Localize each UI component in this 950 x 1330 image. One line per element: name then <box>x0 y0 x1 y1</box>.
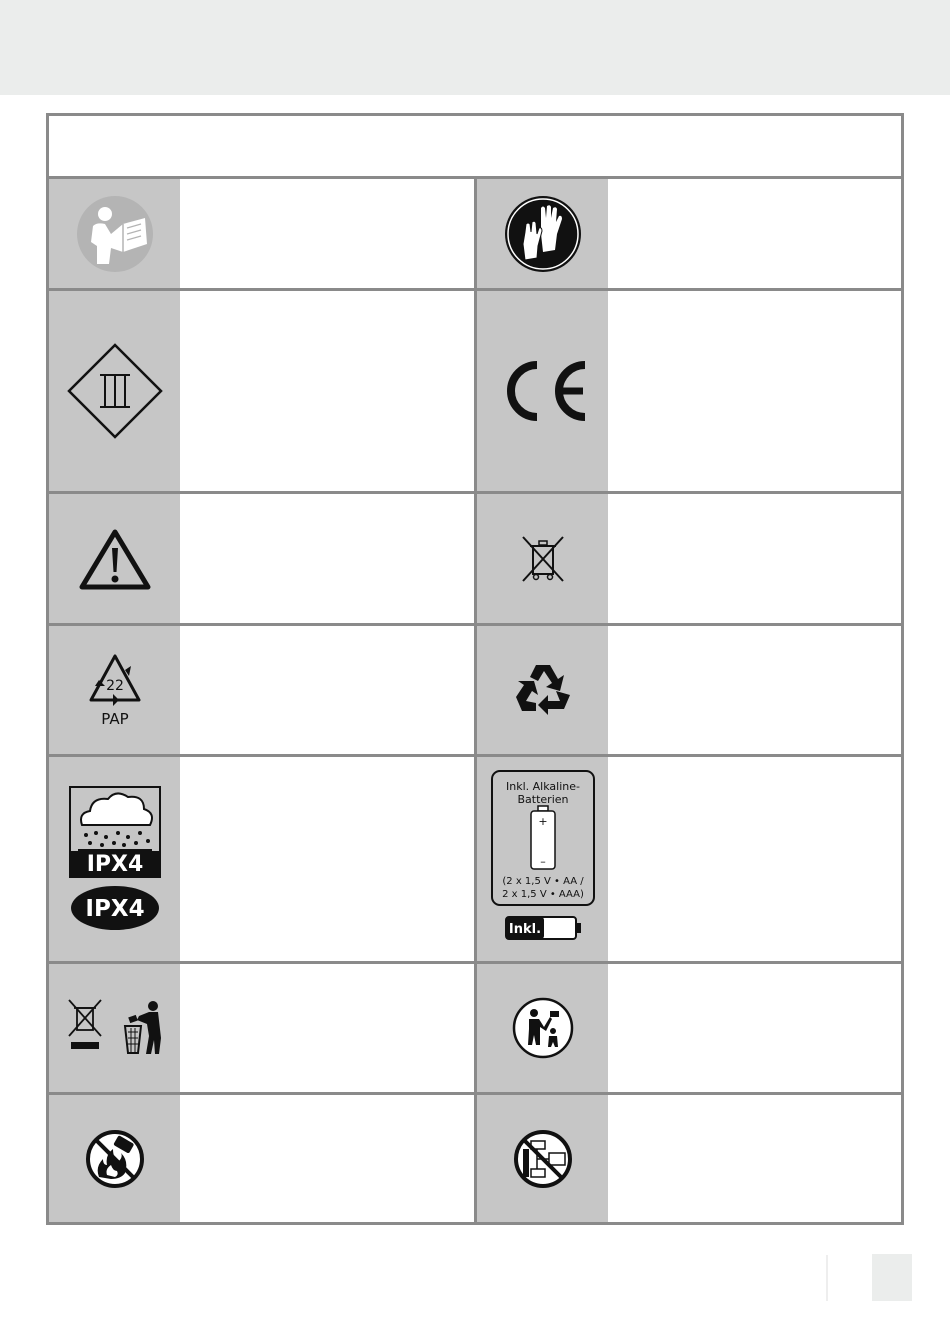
footer-separator <box>826 1255 828 1301</box>
recycling-code-label: PAP <box>100 710 129 728</box>
bin-and-tidyman-icon <box>65 998 165 1058</box>
symbol-cell <box>49 757 180 961</box>
description-cell <box>183 757 474 961</box>
description-cell <box>611 179 901 288</box>
table-row <box>49 1095 901 1222</box>
description-cell <box>183 1095 474 1222</box>
recycling-code-number: 22 <box>105 678 124 694</box>
read-manual-icon <box>75 194 155 274</box>
battery-spec-aaa: 2 x 1,5 V • AAA) <box>501 889 584 900</box>
symbol-cell <box>477 291 608 491</box>
table-row <box>49 291 901 494</box>
battery-inkl-label: Inkl. <box>508 922 541 937</box>
description-cell <box>183 964 474 1092</box>
recycling-code-pap-22-icon <box>79 650 151 730</box>
description-cell <box>183 179 474 288</box>
table-row <box>49 494 901 626</box>
battery-title-line2: Batterien <box>517 793 568 806</box>
table-row <box>49 757 901 964</box>
symbol-cell <box>49 626 180 754</box>
table-row <box>49 626 901 757</box>
keep-away-from-children-icon <box>512 997 574 1059</box>
crossed-out-bin-small-icon <box>69 1000 101 1049</box>
symbol-cell <box>49 964 180 1092</box>
description-cell <box>611 494 901 623</box>
symbol-cell <box>477 964 608 1092</box>
no-fire-battery-icon <box>85 1129 145 1189</box>
symbol-cell <box>477 494 608 623</box>
symbol-cell <box>477 179 608 288</box>
battery-title-line1: Inkl. Alkaline- <box>505 780 580 793</box>
symbol-cell <box>477 757 608 961</box>
symbol-table <box>46 113 904 1225</box>
header-band <box>0 0 950 95</box>
battery-minus: – <box>539 855 546 868</box>
protection-class-iii-icon <box>67 343 163 439</box>
description-cell <box>611 757 901 961</box>
symbol-cell <box>477 626 608 754</box>
table-title-row <box>49 116 901 179</box>
ipx4-rain-icon <box>68 785 162 933</box>
table-row <box>49 964 901 1095</box>
description-cell <box>611 626 901 754</box>
symbol-cell <box>49 1095 180 1222</box>
batteries-included-icon <box>491 770 595 948</box>
description-cell <box>611 1095 901 1222</box>
battery-spec-aa: (2 x 1,5 V • AA / <box>501 876 584 887</box>
ce-mark-icon <box>495 359 591 423</box>
symbol-cell <box>477 1095 608 1222</box>
symbol-cell <box>49 179 180 288</box>
page-number-box <box>872 1254 912 1301</box>
description-cell <box>183 494 474 623</box>
recycling-arrows-icon <box>510 659 576 721</box>
symbol-cell <box>49 291 180 491</box>
ipx4-label: IPX4 <box>86 852 143 877</box>
ipx4-oval-label: IPX4 <box>84 896 145 922</box>
description-cell <box>611 291 901 491</box>
crossed-out-bin-icon <box>518 534 568 584</box>
battery-plus: + <box>537 815 548 828</box>
warning-triangle-icon <box>79 528 151 590</box>
symbol-cell <box>49 494 180 623</box>
wear-gloves-icon <box>503 194 583 274</box>
description-cell <box>183 291 474 491</box>
table-row <box>49 179 901 291</box>
no-short-circuit-battery-icon <box>513 1129 573 1189</box>
description-cell <box>611 964 901 1092</box>
tidyman-icon <box>125 1001 161 1054</box>
description-cell <box>183 626 474 754</box>
